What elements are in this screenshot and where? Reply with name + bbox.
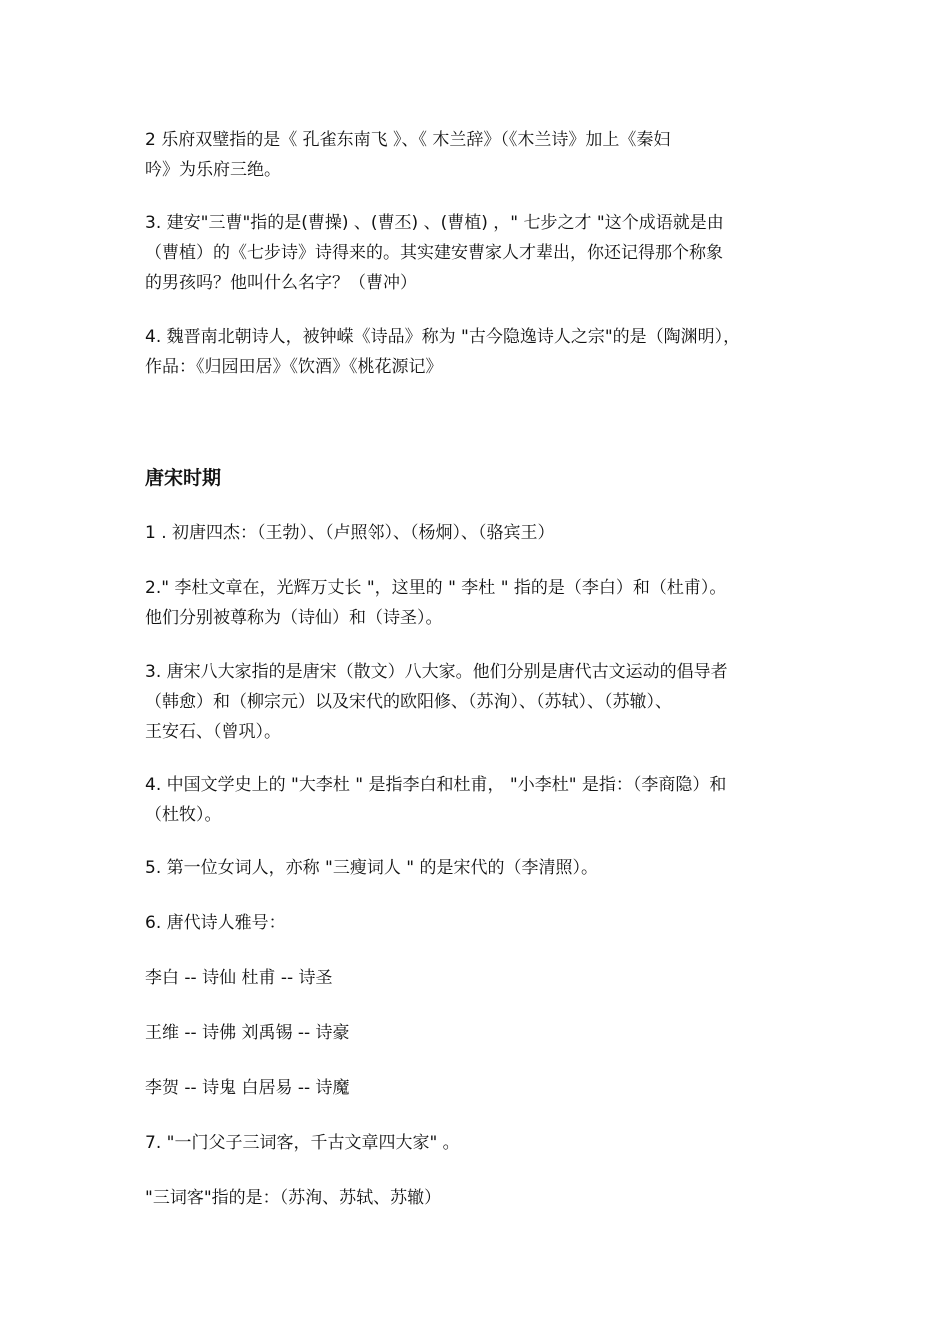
- text-line: 2 乐府双璧指的是《 孔雀东南飞 》、《 木兰辞》（《木兰诗》加上《秦妇: [145, 130, 671, 150]
- text-line: 作品：《归园田居》《饮酒》《桃花源记》: [145, 357, 443, 377]
- section-heading: 唐宋时期: [145, 467, 222, 489]
- text-line: 李白 -- 诗仙 杜甫 -- 诗圣: [145, 968, 333, 988]
- paragraph-three-ci-poets: [145, 1183, 835, 1213]
- text-line: （曹植）的《七步诗》诗得来的。其实建安曹家人才辈出，你还记得那个称象: [145, 243, 723, 263]
- text-line: 王维 -- 诗佛 刘禹锡 -- 诗豪: [145, 1023, 350, 1043]
- text-line: 2." 李杜文章在，光辉万丈长 "，这里的 " 李杜 " 指的是（李白）和（杜甫）。: [145, 578, 727, 598]
- text-line: 6. 唐代诗人雅号：: [145, 913, 286, 933]
- text-line: 4. 中国文学史上的 "大李杜 " 是指李白和杜甫， "小李杜" 是指：（李商隐）和: [145, 775, 727, 795]
- nickname-pair: [145, 1018, 835, 1048]
- text-line: 他们分别被尊称为（诗仙）和（诗圣）。: [145, 608, 443, 628]
- nickname-pair: [145, 963, 835, 993]
- text-line: 7. "一门父子三词客，千古文章四大家" 。: [145, 1133, 460, 1153]
- paragraph-poet-nicknames: [145, 908, 835, 938]
- paragraph-one-family: [145, 1128, 835, 1158]
- text-line: （韩愈）和（柳宗元）以及宋代的欧阳修、（苏洵）、（苏轼）、（苏辙）、: [145, 692, 672, 712]
- text-line: 李贺 -- 诗鬼 白居易 -- 诗魔: [145, 1078, 350, 1098]
- text-line: 3. 建安"三曹"指的是(曹操) 、(曹丕) 、(曹植) ，" 七步之才 "这个成语就是由: [145, 213, 724, 233]
- paragraph-tao-yuanming: [145, 322, 835, 382]
- text-line: 1 . 初唐四杰：（王勃）、（卢照邻）、（杨炯）、（骆宾王）: [145, 523, 555, 543]
- paragraph-san-cao: [145, 208, 835, 298]
- text-line: 3. 唐宋八大家指的是唐宋（散文）八大家。他们分别是唐代古文运动的倡导者: [145, 662, 728, 682]
- paragraph-big-small-li-du: [145, 770, 835, 830]
- paragraph-eight-masters: [145, 657, 835, 747]
- text-line: 吟》为乐府三绝。: [145, 160, 281, 180]
- text-line: 的男孩吗？他叫什么名字？（曹冲）: [145, 273, 417, 293]
- text-line: "三词客"指的是：（苏洵、苏轼、苏辙）: [145, 1188, 442, 1208]
- paragraph-li-du: [145, 573, 835, 633]
- text-line: （杜牧）。: [145, 805, 222, 825]
- text-line: 4. 魏晋南北朝诗人，被钟嵘《诗品》称为 "古今隐逸诗人之宗"的是（陶渊明），: [145, 327, 741, 347]
- text-line: 5. 第一位女词人，亦称 "三瘦词人 " 的是宋代的（李清照）。: [145, 858, 598, 878]
- paragraph-yuefu: [145, 125, 835, 185]
- paragraph-early-tang: [145, 518, 835, 548]
- nickname-pair: [145, 1073, 835, 1103]
- text-line: 王安石、（曾巩）。: [145, 722, 281, 742]
- paragraph-li-qingzhao: [145, 853, 835, 883]
